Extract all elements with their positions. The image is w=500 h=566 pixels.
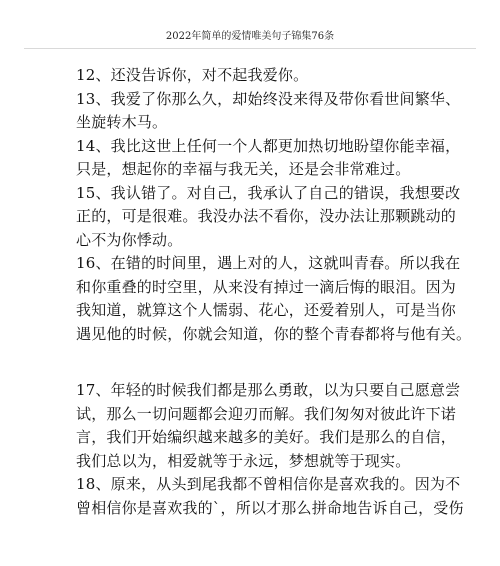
paragraph-line: 只是，想起你的幸福与我无关，还是会非常难过。: [76, 160, 411, 178]
paragraph-line: 13、我爱了你那么久，却始终没来得及带你看世间繁华、: [76, 89, 461, 108]
paragraph-line: 17、年轻的时候我们都是那么勇敢，以为只要自己愿意尝: [76, 381, 461, 399]
body-text: [76, 64, 472, 520]
paragraph-line: 和你重叠的时空里，从来没有掉过一滴后悔的眼泪。因为: [76, 277, 457, 296]
paragraph-line: 14、我比这世上任何一个人都更加热切地盼望你能幸福，: [76, 136, 461, 155]
paragraph-gap: [76, 346, 436, 379]
paragraph-line: 我们总以为，相爱就等于永远，梦想就等于现实。: [76, 451, 411, 470]
paragraph-line: 心不为你悸动。: [76, 230, 183, 249]
paragraph-line: 试，那么一切问题都会迎刃而解。我们匆匆对彼此许下诺: [76, 404, 457, 423]
paragraph-line: 我知道，就算这个人懦弱、花心，还爱着别人，可是当你: [76, 301, 457, 319]
paragraph-12: [76, 64, 436, 88]
paragraph-line: 正的，可是很难。我没办法不看你，没办法让那颗跳动的: [76, 207, 457, 225]
paragraph-line: 18、原来，从头到尾我都不曾相信你是喜欢我的。因为不: [76, 475, 461, 493]
paragraph-line: 15、我认错了。对自己，我承认了自己的错误，我想要改: [76, 183, 461, 202]
paragraph-line: 16、在错的时间里，遇上对的人，这就叫青春。所以我在: [76, 254, 461, 272]
paragraph-14: [76, 135, 461, 182]
paragraph-17: [76, 379, 461, 473]
paragraph-15: [76, 182, 461, 253]
paragraph-line: 遇见他的时候，你就会知道，你的整个青春都将与他有关。: [76, 324, 472, 343]
paragraph-18: [76, 473, 464, 520]
page-header: 2022年简单的爱情唯美句子锦集76条: [165, 31, 335, 42]
paragraph-line: 言，我们开始编织越来越多的美好。我们是那么的自信，: [76, 428, 457, 446]
paragraph-16: [76, 252, 472, 346]
paragraph-line: 曾相信你是喜欢我的`，所以才那么拼命地告诉自己，受伤: [76, 498, 464, 517]
paragraph-line: 坐旋转木马。: [76, 113, 168, 131]
paragraph-13: [76, 88, 461, 135]
paragraph-line: 12、还没告诉你，对不起我爱你。: [76, 66, 309, 84]
header-rule: [24, 48, 476, 49]
